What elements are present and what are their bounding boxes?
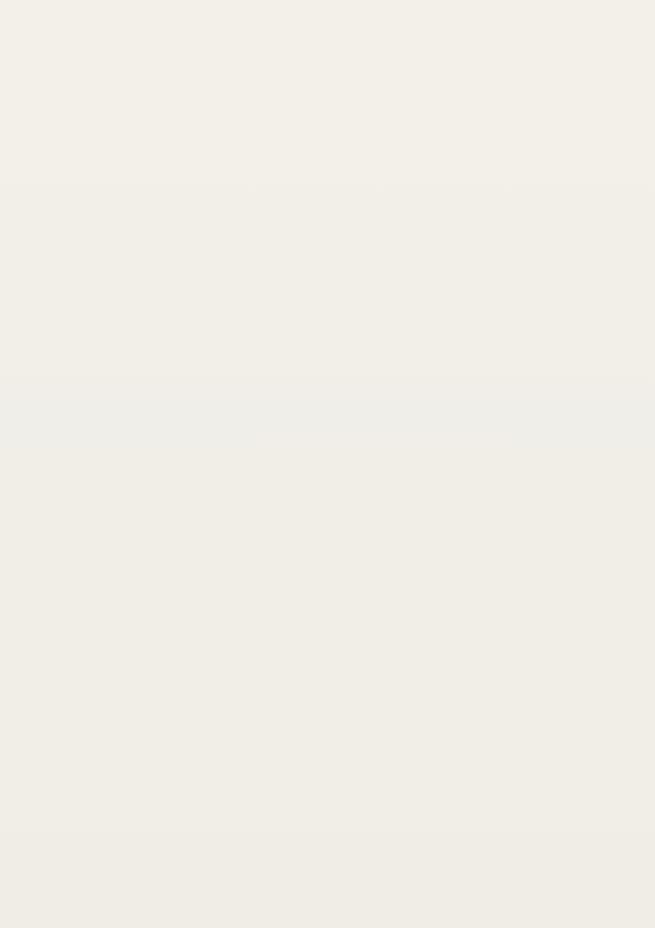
- page-content: [55, 128, 549, 168]
- watermark: [633, 884, 639, 900]
